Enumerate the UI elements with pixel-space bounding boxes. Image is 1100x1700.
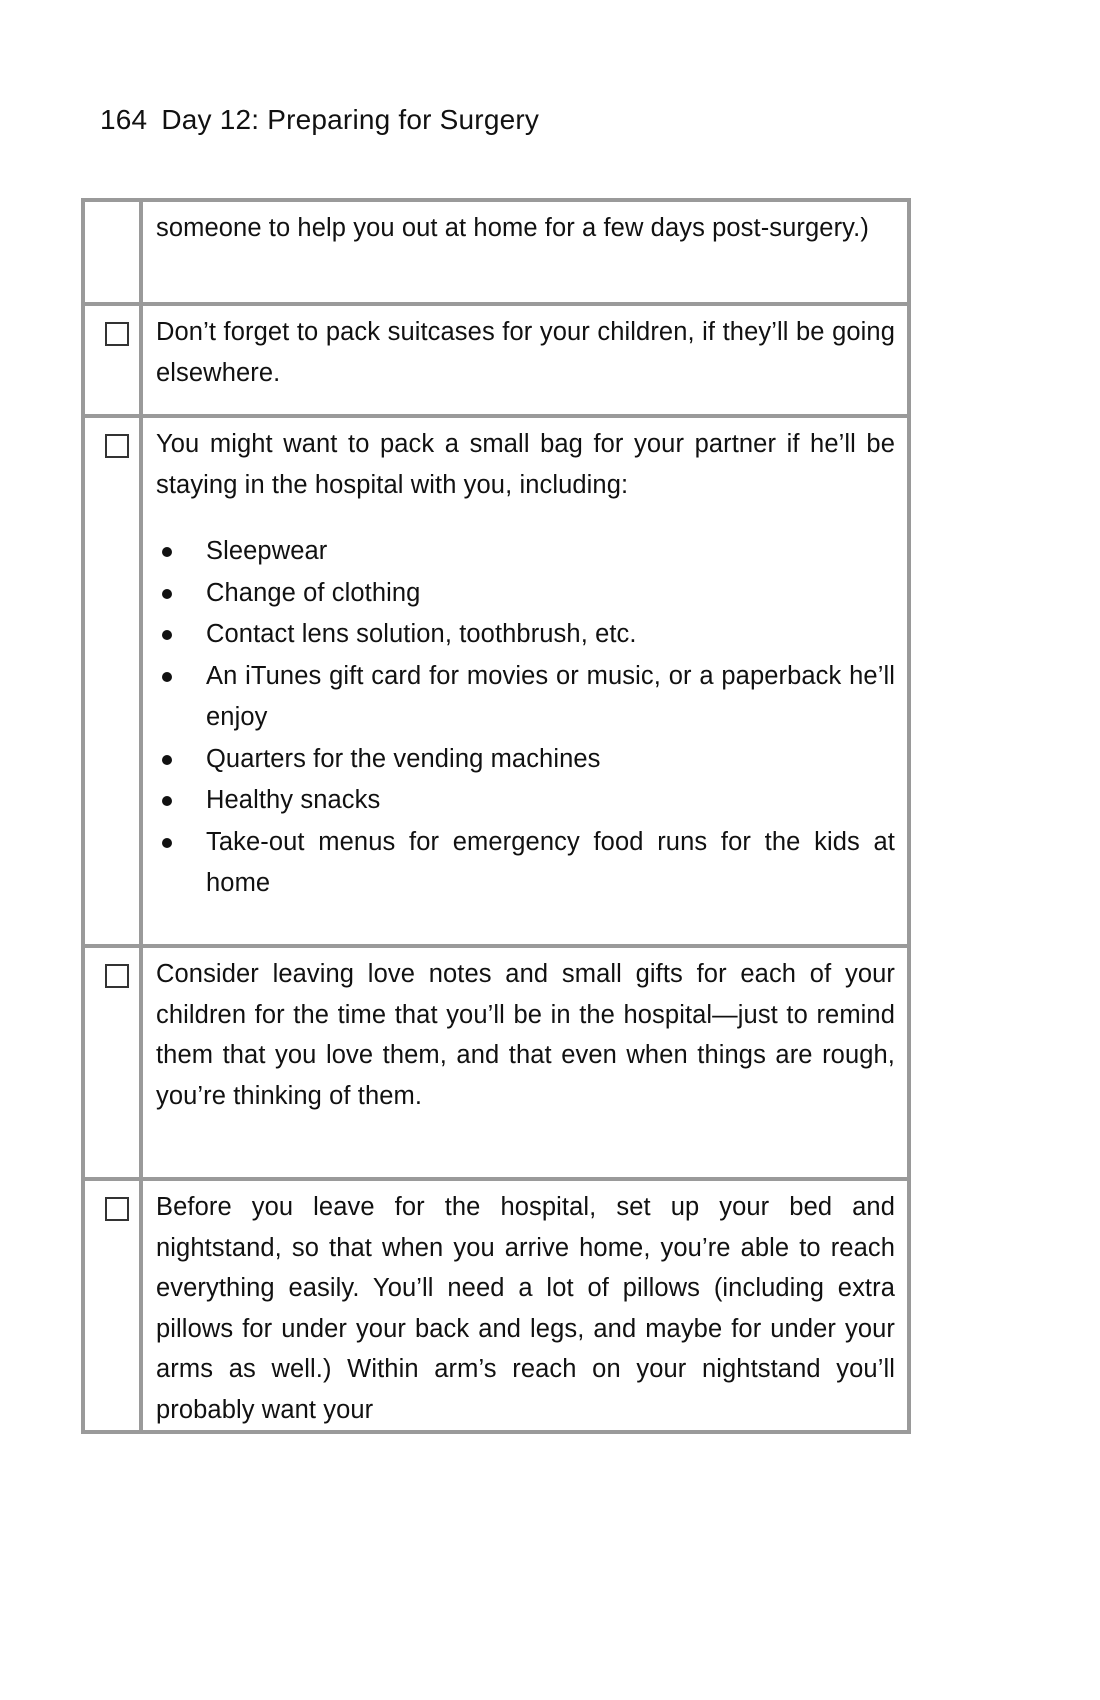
checklist-row: [83, 304, 909, 416]
checklist-row: [83, 416, 909, 946]
bullet-text: Sleepwear: [206, 537, 328, 565]
bullet-text: Contact lens solution, toothbrush, etc.: [206, 620, 637, 648]
checklist-row: [83, 200, 909, 304]
bullet-text: Quarters for the vending machines: [206, 744, 601, 773]
bullet-item: [156, 614, 895, 656]
bullet-item: [156, 656, 895, 739]
chapter-title: Day 12: Preparing for Surgery: [161, 104, 540, 135]
checklist-item-text: Don’t forget to pack suitcases for your children, if they’ll be going elsewhere.: [141, 304, 909, 416]
checklist-item-text: Before you leave for the hospital, set up your bed and nightstand, so that when you arrive home, you’re able to reach everything easily. You’ll need a lot of pillows (including extra pillows for under your back and legs, and maybe for under your arms as well.) Within arm’s reach on your nightstand you’ll probably want your: [141, 1179, 909, 1432]
checklist-row: [83, 946, 909, 1179]
bullet-text: An iTunes gift card for movies or music, or a paperback he’ll enjoy: [206, 661, 895, 731]
bullet-item: [156, 822, 895, 905]
bullet-icon: [162, 672, 172, 682]
bullet-icon: [162, 796, 172, 806]
bullet-icon: [162, 630, 172, 640]
checkbox-cell: [83, 1179, 141, 1432]
bullet-item: [156, 739, 895, 781]
bullet-text: Take-out menus for emergency food runs for the kids at home: [206, 827, 895, 897]
bullet-icon: [162, 589, 172, 599]
checklist-table: [81, 198, 911, 1434]
bullet-item: [156, 531, 895, 573]
checkbox-cell: [83, 304, 141, 416]
bullet-list: [156, 531, 895, 905]
checkbox-cell: [83, 416, 141, 946]
checkbox[interactable]: [105, 434, 129, 458]
bullet-icon: [162, 838, 172, 848]
checkbox[interactable]: [105, 964, 129, 988]
bullet-item: [156, 573, 895, 615]
bullet-text: Healthy snacks: [206, 786, 381, 814]
page-number: 164: [100, 104, 148, 135]
checklist-row: [83, 1179, 909, 1432]
checklist-item-text: You might want to pack a small bag for your partner if he’ll be staying in the hospital with you, including:: [156, 430, 895, 499]
checkbox-cell-empty: [83, 200, 141, 304]
bullet-item: [156, 780, 895, 822]
bullet-icon: [162, 755, 172, 765]
bullet-text: Change of clothing: [206, 578, 421, 607]
checkbox-cell: [83, 946, 141, 1179]
page-header: [100, 102, 539, 138]
checklist-item-content: [141, 416, 909, 946]
checklist-item-text: Consider leaving love notes and small gifts for each of your children for the time that you’ll be in the hospital—just to remind them that you love them, and that even when things are rough, you’re thinking of them.: [141, 946, 909, 1179]
checkbox[interactable]: [105, 1197, 129, 1221]
checkbox[interactable]: [105, 322, 129, 346]
checklist-item-text: someone to help you out at home for a few days post-surgery.): [141, 200, 909, 304]
bullet-icon: [162, 547, 172, 557]
